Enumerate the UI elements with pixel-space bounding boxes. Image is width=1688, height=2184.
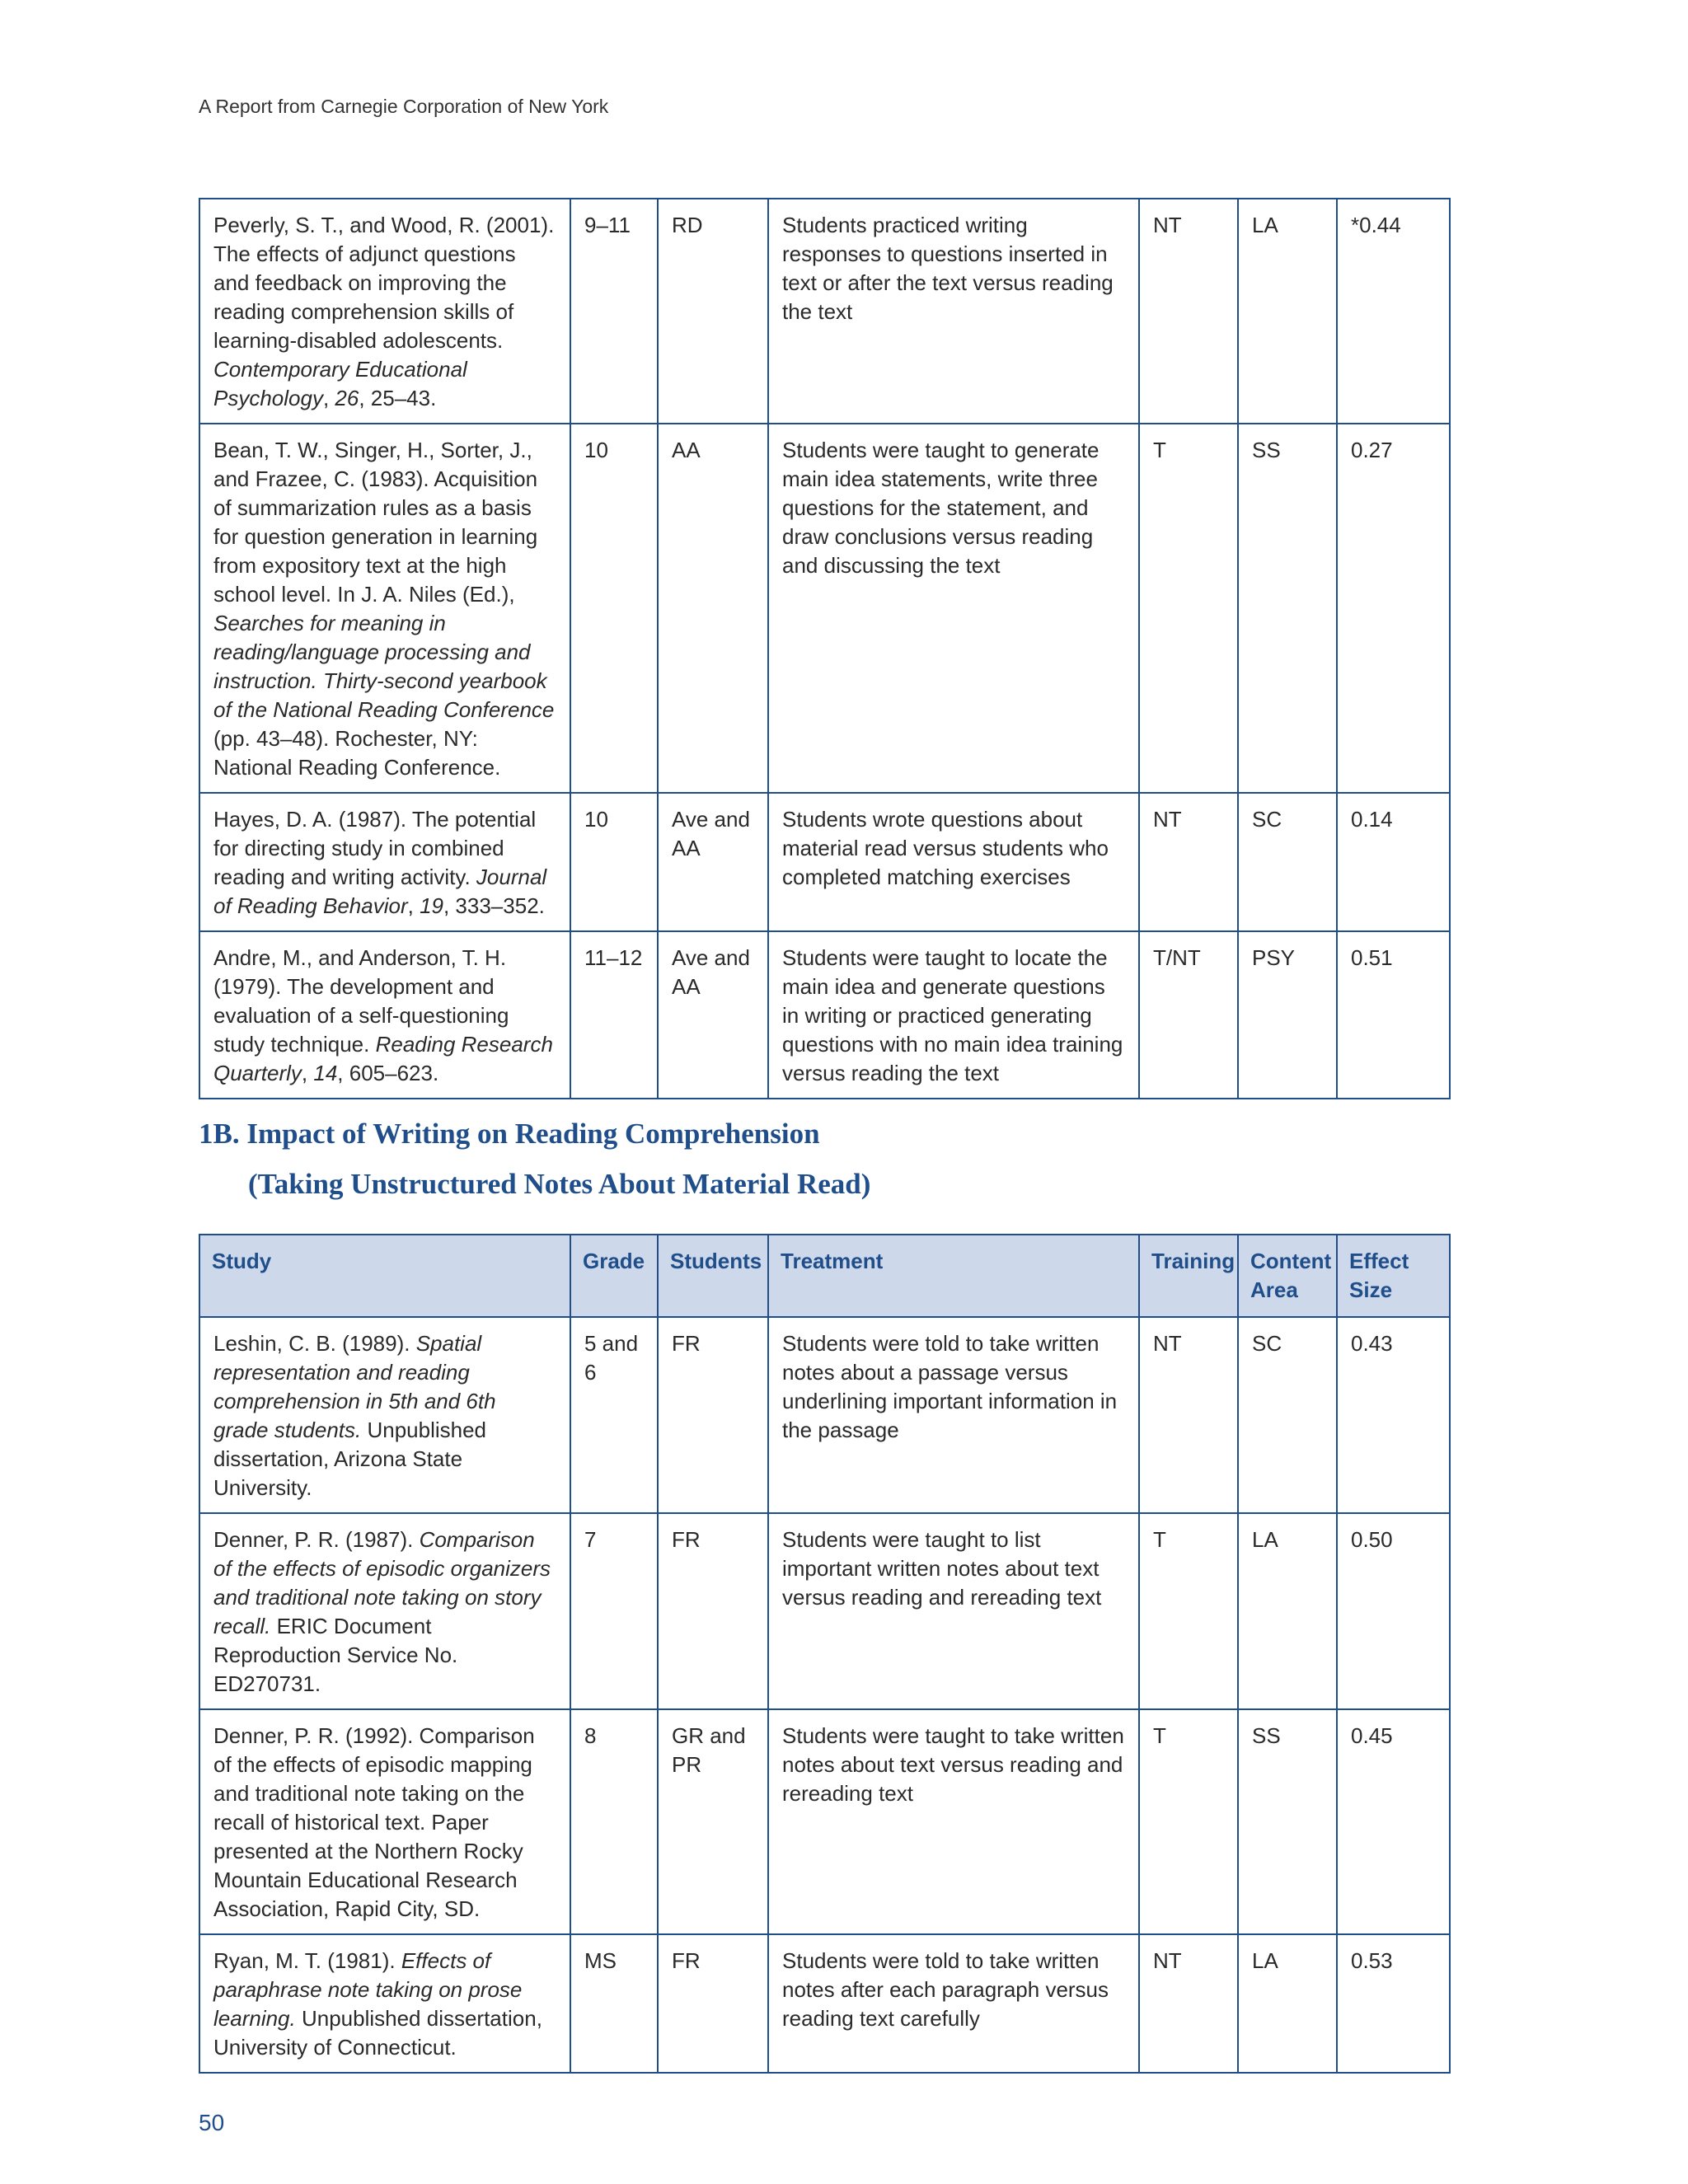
treatment-cell: Students were told to take written notes about a passage versus underlining important information in the passage: [768, 1317, 1139, 1513]
study-citation: Ryan, M. T. (1981). Effects of paraphrase note taking on prose learning. Unpublished dissertation, University of Connecticut.: [199, 1934, 570, 2073]
content-area-cell: LA: [1238, 1934, 1337, 2073]
treatment-cell: Students practiced writing responses to questions inserted in text or after the text versus reading the text: [768, 199, 1139, 424]
grade-cell: 10: [570, 424, 658, 793]
study-citation: Andre, M., and Anderson, T. H. (1979). The development and evaluation of a self-questioning study technique. Reading Research Quarterly, 14, 605–623.: [199, 931, 570, 1099]
study-citation: Leshin, C. B. (1989). Spatial representation and reading comprehension in 5th and 6th grade students. Unpublished dissertation, Arizona State University.: [199, 1317, 570, 1513]
training-cell: NT: [1139, 1317, 1238, 1513]
students-cell: FR: [658, 1934, 768, 2073]
grade-cell: 10: [570, 793, 658, 931]
content-area-cell: SS: [1238, 1709, 1337, 1934]
column-header-treatment: Treatment: [768, 1235, 1139, 1317]
grade-cell: 11–12: [570, 931, 658, 1099]
section-heading: [199, 1108, 870, 1209]
content-area-cell: LA: [1238, 1513, 1337, 1709]
studies-table-1b: [199, 1234, 1451, 2074]
study-citation: Denner, P. R. (1992). Comparison of the effects of episodic mapping and traditional note taking on the recall of historical text. Paper presented at the Northern Rocky Mountain Educational Research Association, Rapid City, SD.: [199, 1709, 570, 1934]
grade-cell: 8: [570, 1709, 658, 1934]
content-area-cell: SC: [1238, 793, 1337, 931]
table-row: [199, 1513, 1450, 1709]
section-heading-line-1: 1B. Impact of Writing on Reading Comprehension: [199, 1118, 820, 1150]
page-number: 50: [199, 2110, 225, 2135]
students-cell: FR: [658, 1513, 768, 1709]
column-header-content-area: Content Area: [1238, 1235, 1337, 1317]
students-cell: AA: [658, 424, 768, 793]
study-citation: Denner, P. R. (1987). Comparison of the effects of episodic organizers and traditional note taking on story recall. ERIC Document Reproduction Service No. ED270731.: [199, 1513, 570, 1709]
training-cell: NT: [1139, 1934, 1238, 2073]
effect-size-cell: 0.27: [1337, 424, 1450, 793]
running-head: A Report from Carnegie Corporation of New York: [199, 96, 609, 117]
column-header-training: Training: [1139, 1235, 1238, 1317]
training-cell: T: [1139, 1709, 1238, 1934]
content-area-cell: SS: [1238, 424, 1337, 793]
column-header-grade: Grade: [570, 1235, 658, 1317]
effect-size-cell: 0.43: [1337, 1317, 1450, 1513]
students-cell: Ave and AA: [658, 793, 768, 931]
training-cell: T: [1139, 424, 1238, 793]
treatment-cell: Students were told to take written notes after each paragraph versus reading text carefully: [768, 1934, 1139, 2073]
effect-size-cell: 0.45: [1337, 1709, 1450, 1934]
header-row: [199, 1235, 1450, 1317]
effect-size-cell: 0.14: [1337, 793, 1450, 931]
students-cell: RD: [658, 199, 768, 424]
table-row: [199, 1934, 1450, 2073]
training-cell: NT: [1139, 793, 1238, 931]
studies-table-1a: [199, 198, 1451, 1099]
grade-cell: 5 and 6: [570, 1317, 658, 1513]
treatment-cell: Students were taught to list important written notes about text versus reading and rereading text: [768, 1513, 1139, 1709]
study-citation: Hayes, D. A. (1987). The potential for directing study in combined reading and writing activity. Journal of Reading Behavior, 19, 333–352.: [199, 793, 570, 931]
effect-size-cell: 0.53: [1337, 1934, 1450, 2073]
column-header-study: Study: [199, 1235, 570, 1317]
students-cell: Ave and AA: [658, 931, 768, 1099]
treatment-cell: Students wrote questions about material read versus students who completed matching exercises: [768, 793, 1139, 931]
table-header: [199, 1235, 1450, 1317]
section-heading-line-2: (Taking Unstructured Notes About Material Read): [248, 1168, 871, 1200]
treatment-cell: Students were taught to take written notes about text versus reading and rereading text: [768, 1709, 1139, 1934]
content-area-cell: SC: [1238, 1317, 1337, 1513]
table-body: [199, 1317, 1450, 2073]
grade-cell: 9–11: [570, 199, 658, 424]
effect-size-cell: 0.51: [1337, 931, 1450, 1099]
training-cell: T/NT: [1139, 931, 1238, 1099]
study-citation: Peverly, S. T., and Wood, R. (2001). The effects of adjunct questions and feedback on improving the reading comprehension skills of learning-disabled adolescents. Contemporary Educational Psychology, 26, 25–43.: [199, 199, 570, 424]
table-row: [199, 1709, 1450, 1934]
table-body: [199, 199, 1450, 1099]
content-area-cell: PSY: [1238, 931, 1337, 1099]
effect-size-cell: 0.50: [1337, 1513, 1450, 1709]
training-cell: T: [1139, 1513, 1238, 1709]
grade-cell: 7: [570, 1513, 658, 1709]
column-header-effect-size: Effect Size: [1337, 1235, 1450, 1317]
students-cell: GR and PR: [658, 1709, 768, 1934]
table-row: [199, 424, 1450, 793]
table-row: [199, 793, 1450, 931]
content-area-cell: LA: [1238, 199, 1337, 424]
study-citation: Bean, T. W., Singer, H., Sorter, J., and Frazee, C. (1983). Acquisition of summarization rules as a basis for question generation in learning from expository text at the high school level. In J. A. Niles (Ed.), Searches for meaning in reading/language processing and instruction. Thirty-second yearbook of the National Reading Conference (pp. 43–48). Rochester, NY: National Reading Conference.: [199, 424, 570, 793]
students-cell: FR: [658, 1317, 768, 1513]
column-header-students: Students: [658, 1235, 768, 1317]
effect-size-cell: *0.44: [1337, 199, 1450, 424]
table-row: [199, 931, 1450, 1099]
grade-cell: MS: [570, 1934, 658, 2073]
training-cell: NT: [1139, 199, 1238, 424]
table-row: [199, 1317, 1450, 1513]
treatment-cell: Students were taught to generate main idea statements, write three questions for the statement, and draw conclusions versus reading and discussing the text: [768, 424, 1139, 793]
table-row: [199, 199, 1450, 424]
treatment-cell: Students were taught to locate the main idea and generate questions in writing or practiced generating questions with no main idea training versus reading the text: [768, 931, 1139, 1099]
